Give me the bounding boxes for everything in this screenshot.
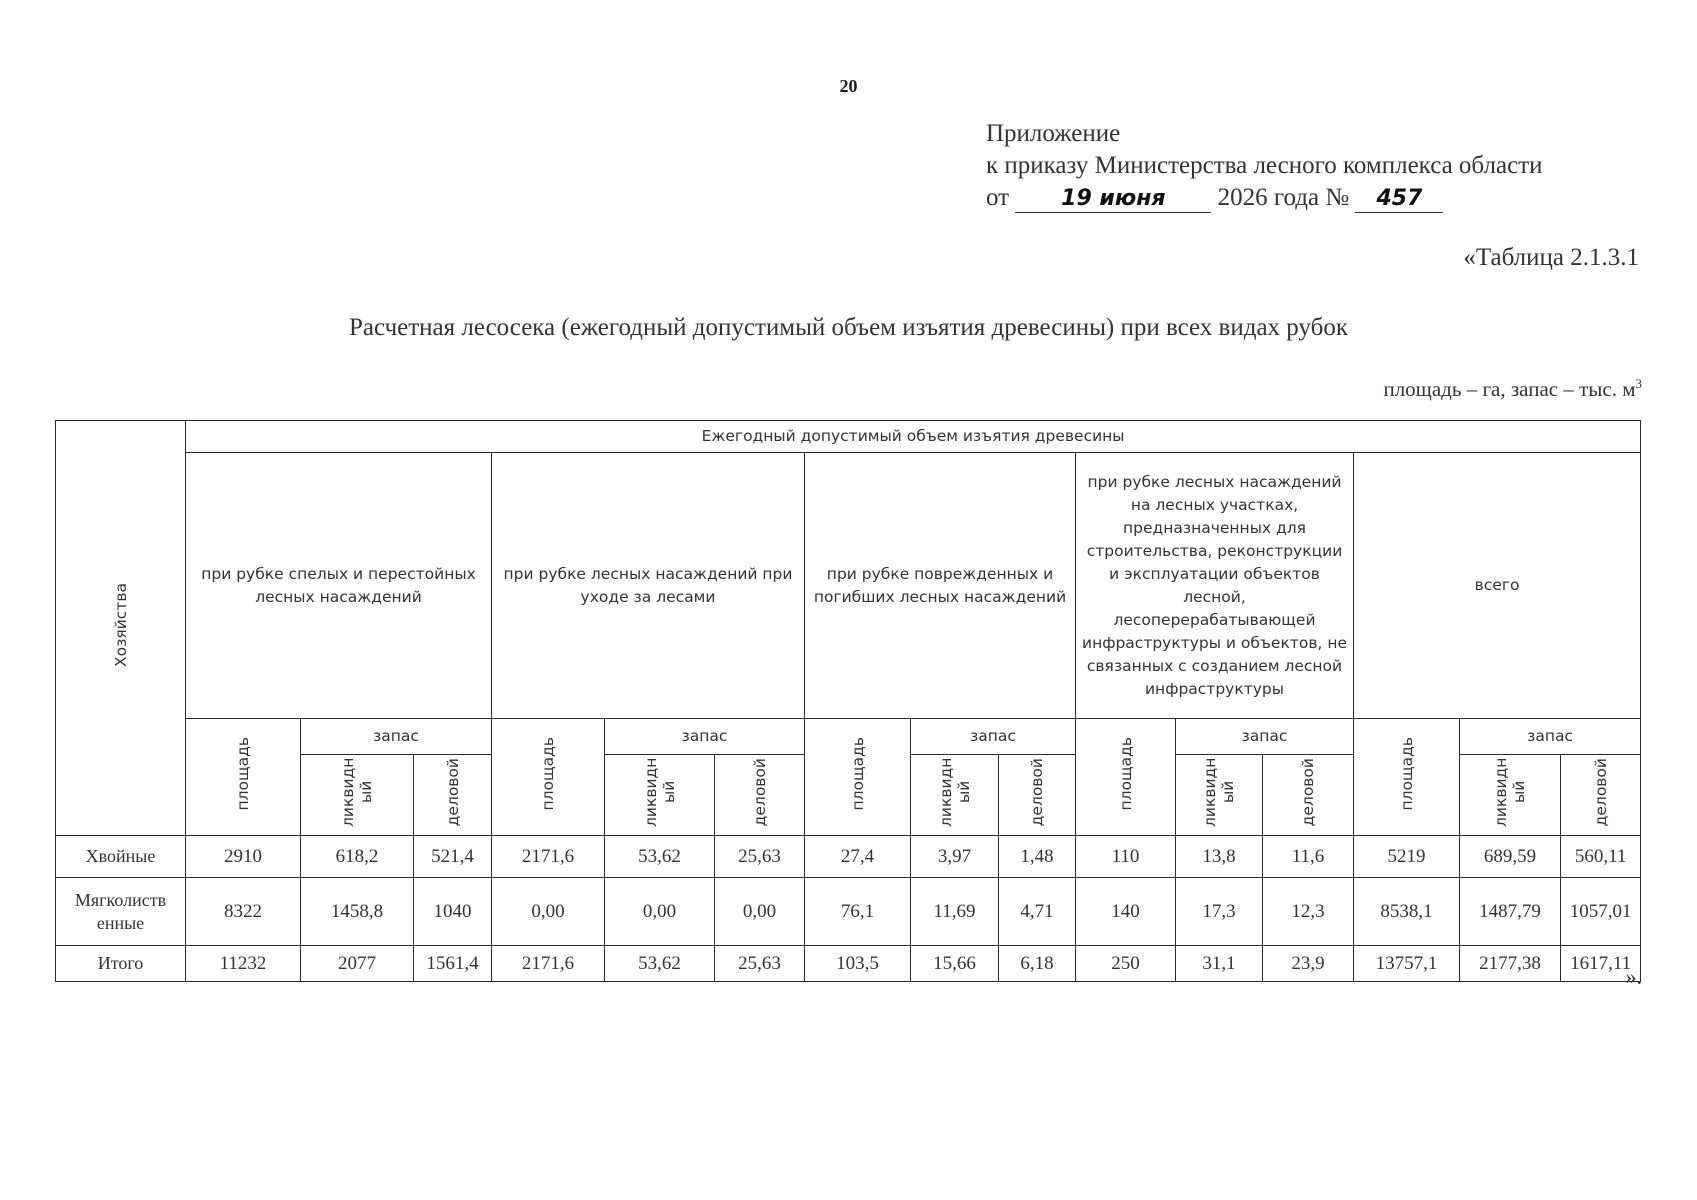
value-cell: 53,62 xyxy=(605,946,715,982)
value-cell: 1458,8 xyxy=(301,878,414,946)
value-cell: 1561,4 xyxy=(414,946,492,982)
value-cell: 1617,11 xyxy=(1561,946,1641,982)
group-header-2: при рубке лесных насаждений при уходе за лесами xyxy=(492,453,805,719)
value-cell: 103,5 xyxy=(805,946,911,982)
table-row xyxy=(56,878,1641,946)
appendix-title: Приложение xyxy=(986,120,1121,147)
table-row xyxy=(56,836,1641,878)
value-cell: 25,63 xyxy=(715,946,805,982)
value-cell: 5219 xyxy=(1354,836,1460,878)
value-cell: 12,3 xyxy=(1263,878,1354,946)
appendix-order-reference: к приказу Министерства лесного комплекса области xyxy=(986,152,1543,179)
value-cell: 4,71 xyxy=(999,878,1076,946)
row-header-label: Хозяйства xyxy=(111,583,130,667)
row-label-cell: Мягколиств енные xyxy=(56,878,186,946)
value-cell: 3,97 xyxy=(911,836,999,878)
value-cell: 13757,1 xyxy=(1354,946,1460,982)
liquid-header-cell xyxy=(911,755,999,836)
appendix-block xyxy=(986,118,1543,214)
appendix-date-line xyxy=(986,182,1543,214)
business-header-label: деловой xyxy=(750,757,769,827)
value-cell: 110 xyxy=(1076,836,1176,878)
value-cell: 11232 xyxy=(186,946,301,982)
row-header-cell xyxy=(56,421,186,836)
value-cell: 53,62 xyxy=(605,836,715,878)
value-cell: 11,69 xyxy=(911,878,999,946)
value-cell: 1487,79 xyxy=(1460,878,1561,946)
row-label-cell: Хвойные xyxy=(56,836,186,878)
document-title: Расчетная лесосека (ежегодный допустимый объем изъятия древесины) при всех видах рубок xyxy=(348,314,1349,341)
business-header-cell xyxy=(414,755,492,836)
business-header-label: деловой xyxy=(1299,757,1317,827)
row-label-cell: Итого xyxy=(56,946,186,982)
liquid-header-label: ликвидн ый xyxy=(936,757,973,827)
area-header-label: площадь xyxy=(1116,737,1135,811)
handwritten-order-number: 457 xyxy=(1355,186,1443,213)
stock-header-cell: запас xyxy=(301,719,492,755)
value-cell: 618,2 xyxy=(301,836,414,878)
value-cell: 140 xyxy=(1076,878,1176,946)
value-cell: 17,3 xyxy=(1176,878,1263,946)
from-label: от xyxy=(986,184,1010,211)
value-cell: 8538,1 xyxy=(1354,878,1460,946)
business-header-label: деловой xyxy=(1028,757,1046,827)
value-cell: 6,18 xyxy=(999,946,1076,982)
area-header-cell xyxy=(805,719,911,836)
value-cell: 0,00 xyxy=(715,878,805,946)
units-superscript: 3 xyxy=(1635,376,1642,391)
page-number: 20 xyxy=(839,76,858,96)
table-row xyxy=(56,946,1641,982)
value-cell: 689,59 xyxy=(1460,836,1561,878)
allowable-cut-table xyxy=(55,420,1641,982)
value-cell: 23,9 xyxy=(1263,946,1354,982)
liquid-header-cell xyxy=(1176,755,1263,836)
stock-header-cell: запас xyxy=(605,719,805,755)
stock-header-cell: запас xyxy=(1176,719,1354,755)
group-header-3: при рубке поврежденных и погибших лесных насаждений xyxy=(805,453,1076,719)
business-header-label: деловой xyxy=(1591,757,1610,827)
liquid-header-label: ликвидн ый xyxy=(1492,757,1528,827)
stock-header-cell: запас xyxy=(1460,719,1641,755)
units-text: площадь – га, запас – тыс. м xyxy=(1383,377,1636,401)
value-cell: 560,11 xyxy=(1561,836,1641,878)
liquid-header-cell xyxy=(301,755,414,836)
value-cell: 76,1 xyxy=(805,878,911,946)
table-label: «Таблица 2.1.3.1 xyxy=(1463,244,1639,271)
value-cell: 0,00 xyxy=(492,878,605,946)
value-cell: 2171,6 xyxy=(492,836,605,878)
business-header-cell xyxy=(715,755,805,836)
value-cell: 15,66 xyxy=(911,946,999,982)
value-cell: 25,63 xyxy=(715,836,805,878)
group-header-1: при рубке спелых и перестойных лесных насаждений xyxy=(186,453,492,719)
liquid-header-cell xyxy=(1460,755,1561,836)
units-note xyxy=(1383,376,1642,402)
stock-header-cell: запас xyxy=(911,719,1076,755)
year-label: 2026 года № xyxy=(1217,184,1350,211)
business-header-cell xyxy=(1561,755,1641,836)
area-header-label: площадь xyxy=(848,737,867,811)
value-cell: 27,4 xyxy=(805,836,911,878)
liquid-header-label: ликвидн ый xyxy=(1201,757,1237,827)
value-cell: 2077 xyxy=(301,946,414,982)
area-header-label: площадь xyxy=(539,737,557,811)
value-cell: 31,1 xyxy=(1176,946,1263,982)
area-header-cell xyxy=(1076,719,1176,836)
value-cell: 1057,01 xyxy=(1561,878,1641,946)
value-cell: 1,48 xyxy=(999,836,1076,878)
value-cell: 0,00 xyxy=(605,878,715,946)
area-header-cell xyxy=(492,719,605,836)
group-header-5: всего xyxy=(1354,453,1641,719)
value-cell: 2910 xyxy=(186,836,301,878)
value-cell: 8322 xyxy=(186,878,301,946)
value-cell: 521,4 xyxy=(414,836,492,878)
liquid-header-cell xyxy=(605,755,715,836)
liquid-header-label: ликвидн ый xyxy=(641,757,678,827)
business-header-label: деловой xyxy=(443,757,462,827)
closing-quote-mark: ». xyxy=(1625,964,1642,989)
value-cell: 11,6 xyxy=(1263,836,1354,878)
handwritten-date: 19 июня xyxy=(1015,186,1211,213)
area-header-label: площадь xyxy=(234,737,252,811)
area-header-cell xyxy=(1354,719,1460,836)
area-header-label: площадь xyxy=(1397,737,1416,811)
liquid-header-label: ликвидн ый xyxy=(339,757,375,827)
group-header-4: при рубке лесных насаждений на лесных участках, предназначенных для строительства, реконструкции и эксплуатации объектов лесной, лесоперерабатывающей инфраструктуры и объектов, не связанных с созданием лесной инфраструктуры xyxy=(1076,453,1354,719)
value-cell: 1040 xyxy=(414,878,492,946)
value-cell: 13,8 xyxy=(1176,836,1263,878)
top-header-cell: Ежегодный допустимый объем изъятия древесины xyxy=(186,421,1641,453)
business-header-cell xyxy=(1263,755,1354,836)
value-cell: 2171,6 xyxy=(492,946,605,982)
area-header-cell xyxy=(186,719,301,836)
value-cell: 2177,38 xyxy=(1460,946,1561,982)
value-cell: 250 xyxy=(1076,946,1176,982)
business-header-cell xyxy=(999,755,1076,836)
